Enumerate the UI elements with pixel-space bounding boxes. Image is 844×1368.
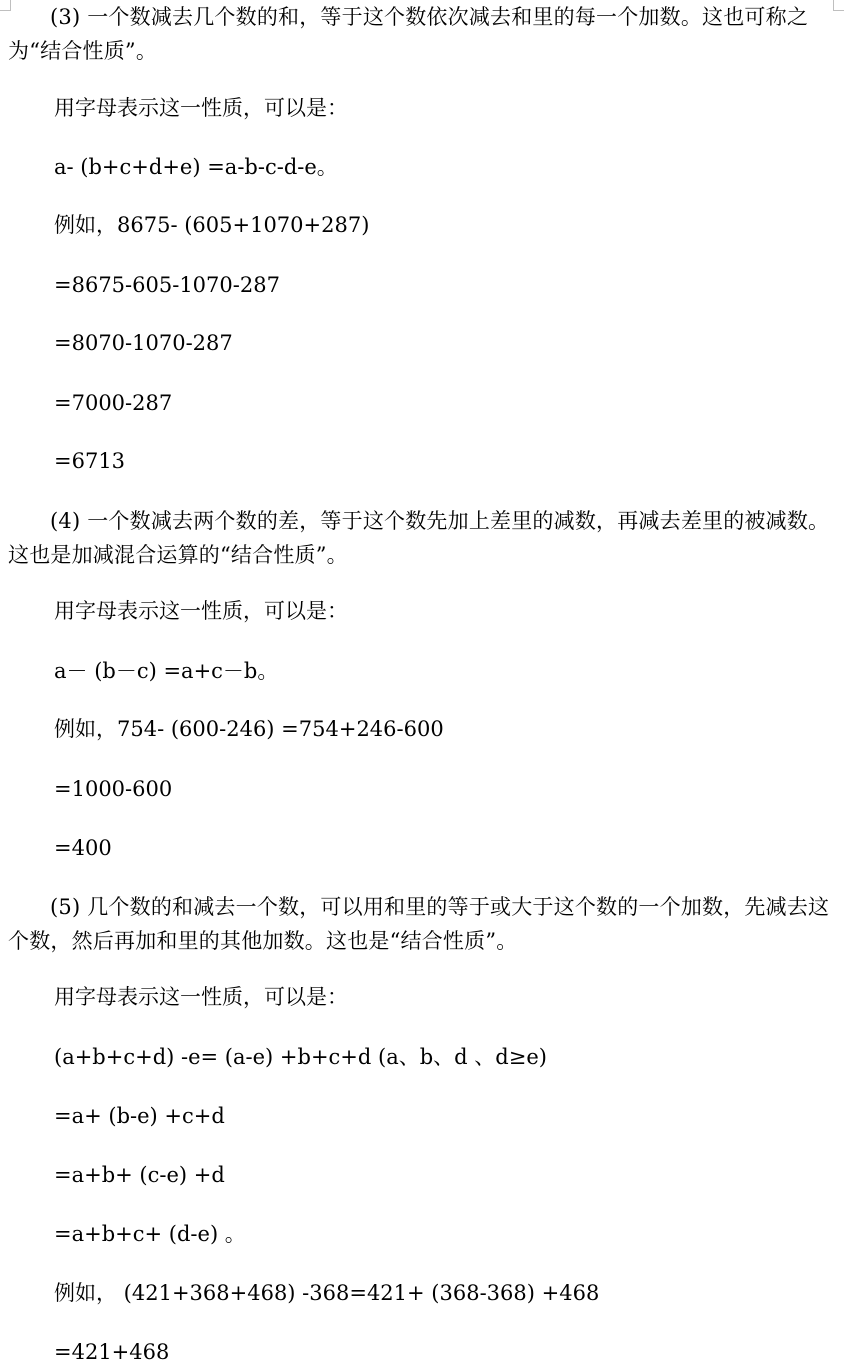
formula-line: =421+468 xyxy=(54,1340,170,1364)
text-line: 用字母表示这一性质，可以是： xyxy=(54,985,348,1009)
formula-line: =8070-1070-287 xyxy=(54,331,233,355)
example-line: 例如， (421+368+468) -368=421+ (368-368) +468 xyxy=(54,1281,600,1305)
formula-line: =a+b+ (c-e) +d xyxy=(54,1163,225,1187)
paragraph-5: (5) 几个数的和减去一个数，可以用和里的等于或大于这个数的一个加数，先减去这个数，然后再加和里的其他加数。这也是“结合性质”。 xyxy=(8,895,830,953)
formula-line: =7000-287 xyxy=(54,391,173,415)
formula-line: =8675-605-1070-287 xyxy=(54,273,280,297)
formula-line: =a+ (b-e) +c+d xyxy=(54,1104,225,1128)
formula-line: a- (b+c+d+e) =a-b-c-d-e。 xyxy=(54,155,338,179)
formula-line: =a+b+c+ (d-e) 。 xyxy=(54,1222,246,1246)
formula-line: (a+b+c+d) -e= (a-e) +b+c+d (a、b、d 、d≥e) xyxy=(54,1045,547,1069)
example-line: 例如，754- (600-246) =754+246-600 xyxy=(54,717,444,741)
formula-line: a－ (b－c) =a+c－b。 xyxy=(54,659,279,683)
text-line: 用字母表示这一性质，可以是： xyxy=(54,599,348,623)
formula-line: =1000-600 xyxy=(54,777,173,801)
paragraph-4: (4) 一个数减去两个数的差，等于这个数先加上差里的减数，再减去差里的被减数。这也是加减混合运算的“结合性质”。 xyxy=(8,509,830,567)
text-line: 用字母表示这一性质，可以是： xyxy=(54,96,348,120)
formula-line: =400 xyxy=(54,836,112,860)
paragraph-3: (3) 一个数减去几个数的和，等于这个数依次减去和里的每一个加数。这也可称之为“结合性质”。 xyxy=(8,5,809,63)
example-line: 例如，8675- (605+1070+287) xyxy=(54,213,370,237)
formula-line: =6713 xyxy=(54,449,126,473)
